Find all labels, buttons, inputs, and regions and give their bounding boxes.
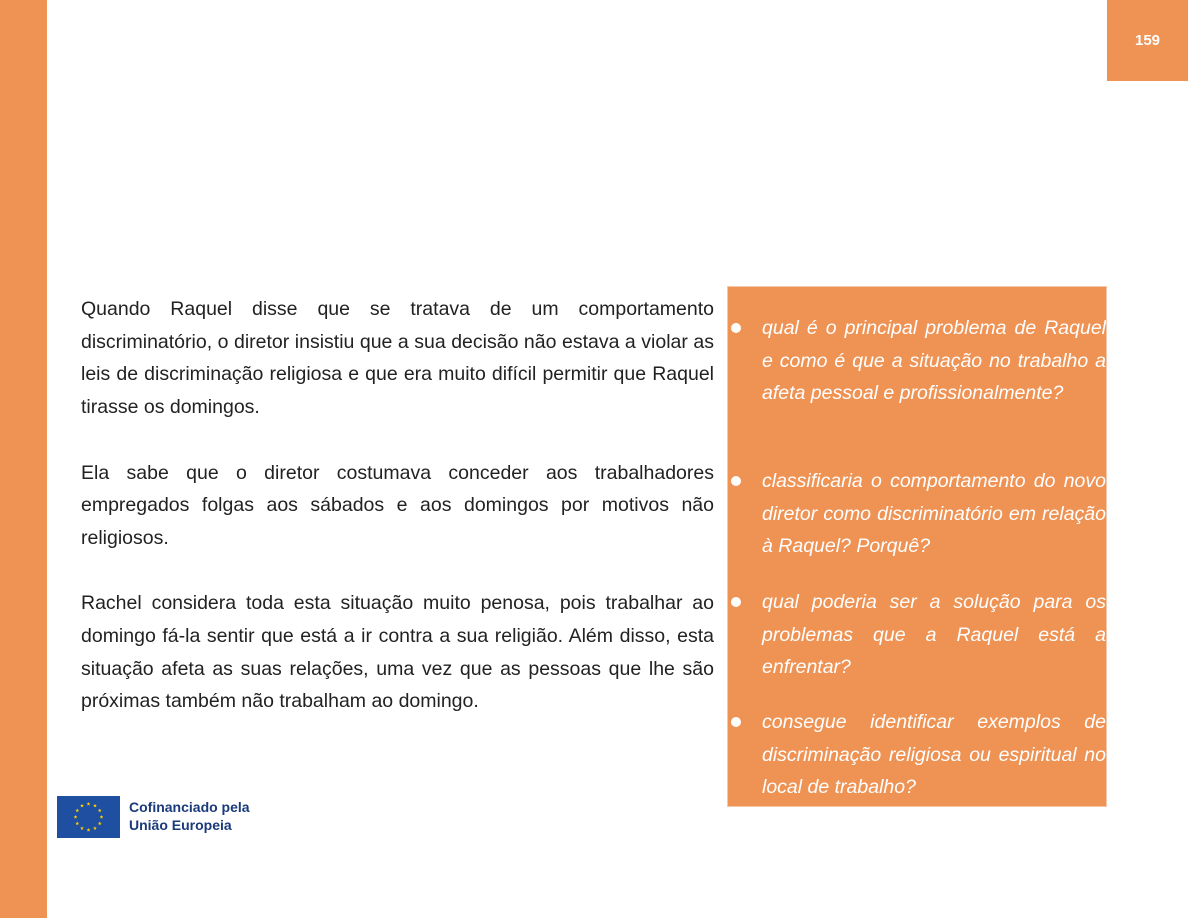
question-text: qual é o principal problema de Raquel e como é que a situação no trabalho a afeta pessoal e profissionalmente? (762, 317, 1106, 405)
question-item (762, 706, 1106, 804)
eu-star (87, 828, 91, 832)
cofunding-line-2: União Europeia (129, 817, 232, 833)
eu-star (93, 826, 97, 830)
cofunding-line-1: Cofinanciado pela (129, 799, 250, 815)
eu-star (80, 804, 84, 808)
body-paragraph: Quando Raquel disse que se tratava de um comportamento discriminatório, o diretor insistiu que a sua decisão não estava a violar as leis de discriminação religiosa e que era muito difícil permitir que Raquel tirasse os domingos. (81, 298, 714, 419)
question-text: consegue identificar exemplos de discriminação religiosa ou espiritual no local de trabalho? (762, 711, 1106, 799)
question-item (762, 465, 1106, 563)
question-text: classificaria o comportamento do novo diretor como discriminatório em relação à Raquel? Porquê? (762, 470, 1106, 558)
question-text: qual poderia ser a solução para os problemas que a Raquel está a enfrentar? (762, 591, 1106, 679)
bullet-icon (731, 717, 741, 727)
eu-star (93, 804, 97, 808)
question-item (762, 312, 1106, 410)
eu-star (98, 809, 102, 813)
bullet-icon (731, 476, 741, 486)
page-number (1107, 0, 1188, 81)
cofunding-statement (129, 798, 250, 834)
eu-star (100, 815, 104, 819)
page-number-label: 159 (1134, 32, 1161, 49)
body-paragraph: Ela sabe que o diretor costumava conceder aos trabalhadores empregados folgas aos sábados e aos domingos por motivos não religiosos. (81, 461, 714, 549)
eu-star (75, 822, 79, 826)
bullet-icon (731, 597, 741, 607)
eu-star (74, 815, 78, 819)
eu-star (75, 809, 79, 813)
bullet-icon (731, 323, 741, 333)
eu-star (80, 826, 84, 830)
left-accent-bar (0, 0, 47, 918)
eu-star (98, 822, 102, 826)
body-paragraph: Rachel considera toda esta situação muito penosa, pois trabalhar ao domingo fá-la sentir que está a ir contra a sua religião. Além disso, esta situação afeta as suas relações, uma vez que as pessoas que lhe são próximas também não trabalham ao domingo. (81, 592, 714, 713)
question-item (762, 586, 1106, 684)
reflection-questions-box (727, 286, 1107, 807)
eu-star (87, 802, 91, 806)
body-text (81, 293, 714, 718)
eu-flag-icon (57, 796, 120, 838)
